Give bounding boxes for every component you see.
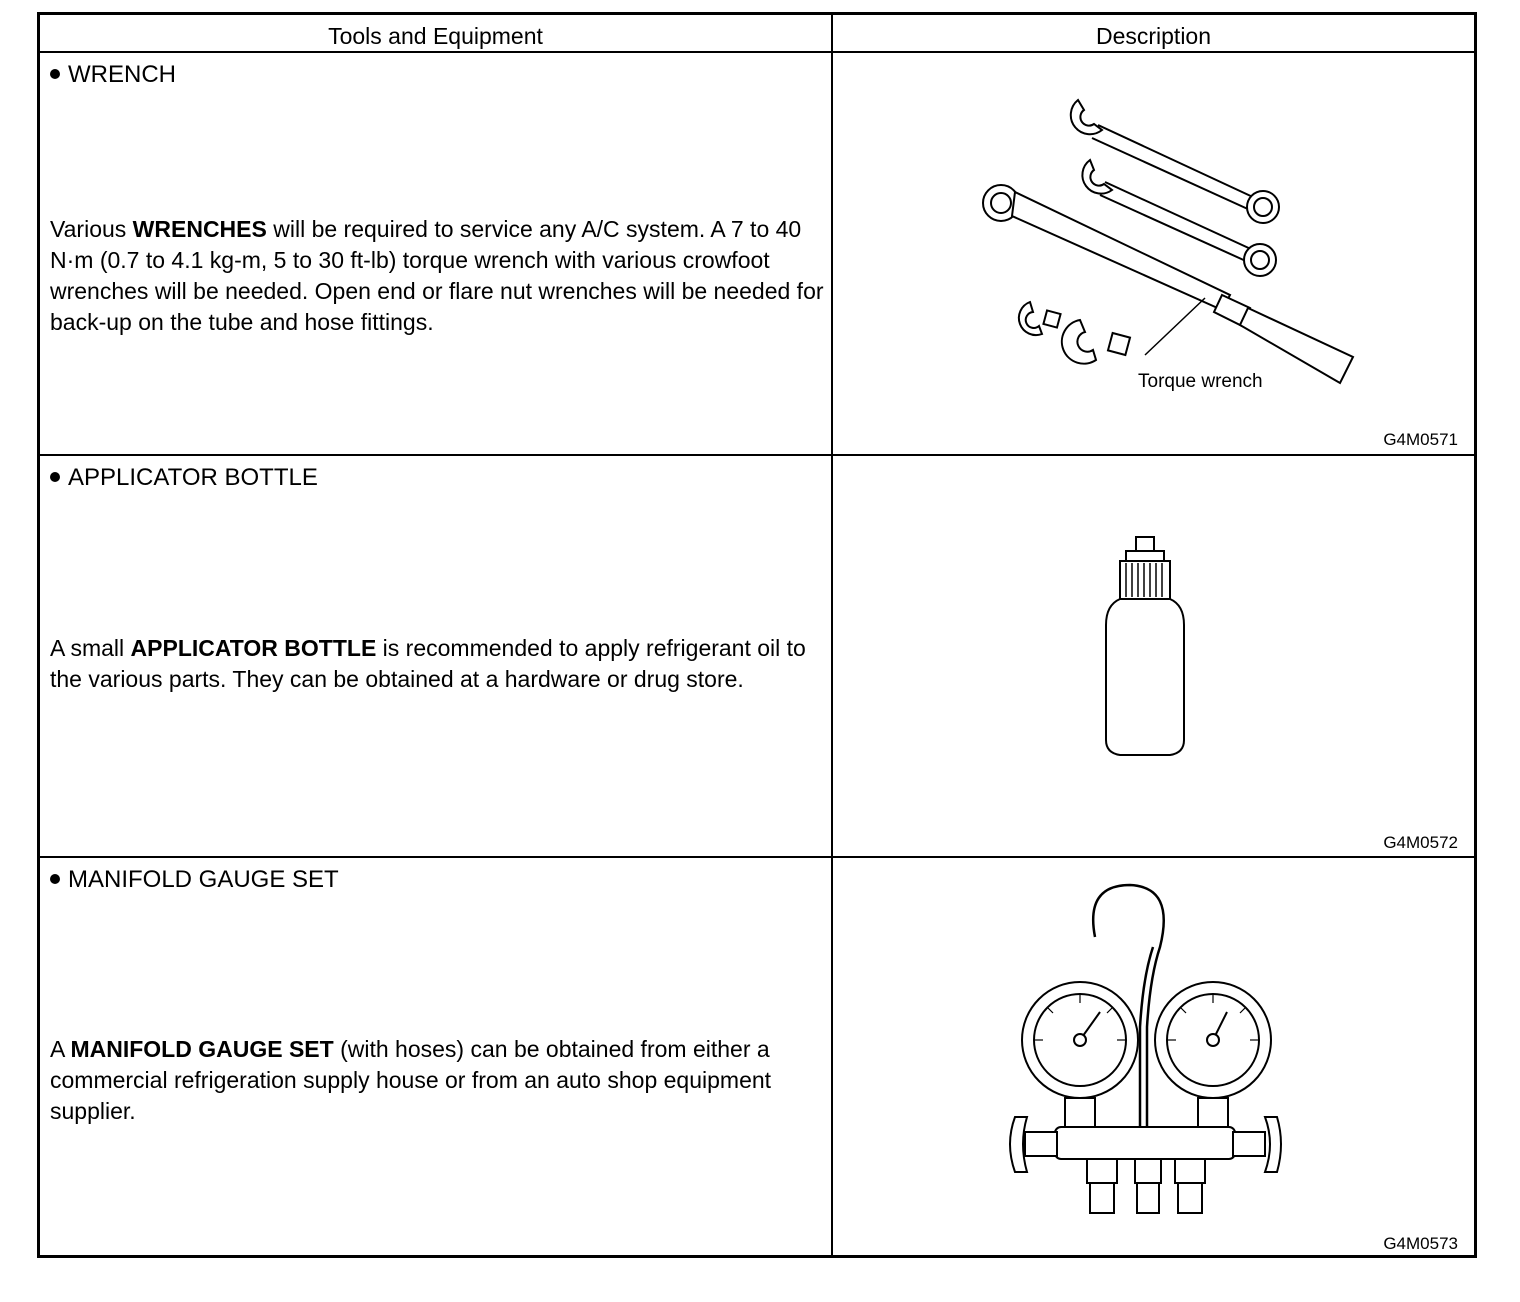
row-description-wrench: Various WRENCHES will be required to service any A/C system. A 7 to 40 N·m (0.7 to 4.1 kg-m, 5 to 30 ft-lb) torque wrench with various crowfoot wrenches will be needed. Open end or flare nut wrenches will be needed for back-up on the tube and hose fittings. (50, 216, 824, 335)
header-tools-equipment: Tools and Equipment (328, 23, 543, 49)
row-description-manifold-gauge-set: A MANIFOLD GAUGE SET (with hoses) can be obtained from either a commercial refrigeration supply house or from an auto shop equipment supplier. (50, 1036, 772, 1124)
applicator-bottle-icon (1100, 535, 1200, 765)
figure-code-wrench: G4M0571 (1383, 430, 1458, 449)
bullet-icon (50, 472, 60, 482)
row-description-applicator-bottle: A small APPLICATOR BOTTLE is recommended to apply refrigerant oil to the various parts. They can be obtained at a hardware or drug store. (50, 635, 806, 692)
row-title-manifold-gauge-set: MANIFOLD GAUGE SET (50, 866, 339, 894)
bullet-icon (50, 874, 60, 884)
manifold-gauge-icon (995, 877, 1295, 1212)
figure-code-manifold-gauge-set: G4M0573 (1383, 1234, 1458, 1253)
wrench-set-icon (960, 80, 1360, 410)
row-title-applicator-bottle: APPLICATOR BOTTLE (50, 464, 318, 492)
figure-code-applicator-bottle: G4M0572 (1383, 833, 1458, 852)
header-description: Description (1095, 23, 1212, 49)
row-divider-2 (40, 856, 1474, 858)
column-divider (831, 15, 833, 1255)
row-divider-1 (40, 454, 1474, 456)
row-title-wrench: WRENCH (50, 61, 176, 89)
torque-wrench-label: Torque wrench (1138, 371, 1263, 392)
tools-table (37, 12, 1477, 1258)
bullet-icon (50, 69, 60, 79)
